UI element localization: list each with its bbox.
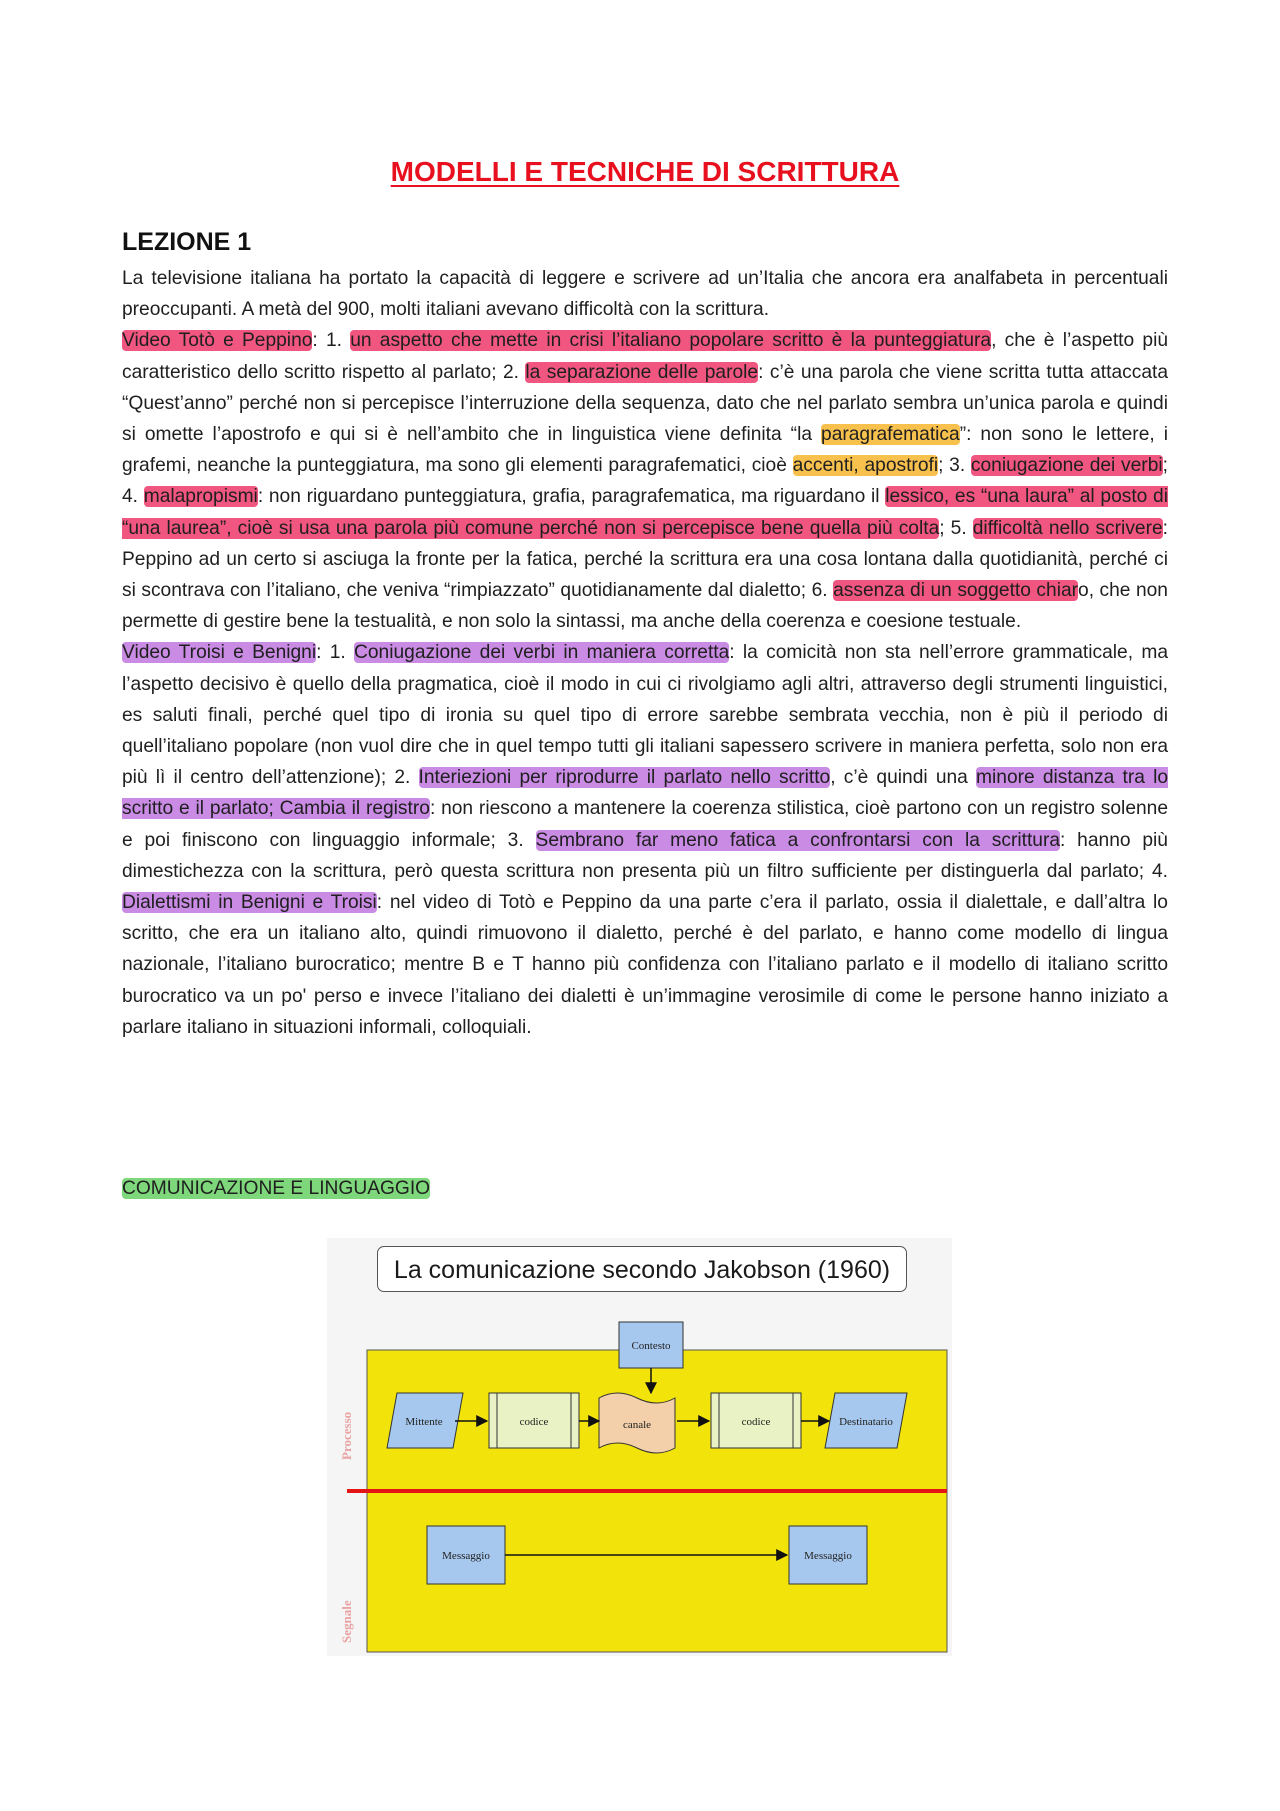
text-span: o, che non permette di gestire bene la testualità, e non solo la sintassi, ma anche della coerenza e coesione testuale.: [122, 580, 1168, 633]
text-span: : 1.: [316, 642, 355, 664]
highlight-comunicazione: COMUNICAZIONE E LINGUAGGIO: [122, 1178, 431, 1199]
jakobson-diagram: [327, 1238, 952, 1656]
diagram-svg: [327, 1238, 952, 1656]
text-span: ; 3.: [938, 455, 971, 477]
highlight-interiezioni: Interiezioni per riprodurre il parlato nello scritto: [418, 767, 831, 789]
destinatario-label: Destinatario: [839, 1416, 893, 1428]
text-span: : non riescono a mantenere la coerenza stilistica, cioè partono con un registro solenne e poi finiscono con linguaggio informale; 3.: [122, 798, 1169, 851]
highlight-video-toto: Video Totò e Peppino: [122, 330, 313, 352]
document-title: MODELLI E TECNICHE DI SCRITTURA: [390, 156, 900, 187]
mittente-label: Mittente: [405, 1416, 443, 1428]
highlight-coniugazione-corretta: Coniugazione dei verbi in maniera corretta: [354, 642, 730, 664]
text-span: : c’è una parola che viene scritta tutta attaccata “Quest’anno” perché non si percepisce l’interruzione della sequenza, dato che nel parlato sembra un’unica parola e quindi si omette l’apostrofo e qui si è nell’ambito che in linguistica viene definita “la: [122, 361, 1168, 446]
side-label-segnale: Segnale: [339, 1600, 354, 1643]
highlight-difficolta: difficoltà nello scrivere: [972, 517, 1163, 539]
text-span: , che è l’aspetto più caratteristico dello scritto rispetto al parlato; 2.: [122, 330, 1169, 383]
highlight-video-troisi: Video Troisi e Benigni: [122, 642, 317, 664]
paragraph-intro: La televisione italiana ha portato la capacità di leggere e scrivere ad un’Italia che ancora era analfabeta in percentuali preoccupanti. A metà del 900, molti italiani avevano difficoltà con la scrittura.: [122, 268, 1168, 321]
highlight-soggetto: assenza di un soggetto chiar: [833, 580, 1079, 602]
highlight-paragrafematica: paragrafematica: [821, 424, 960, 446]
paragraph-troisi-benigni: [122, 637, 1168, 1043]
codice-right-label: codice: [741, 1416, 771, 1428]
lesson-heading: LEZIONE 1: [122, 228, 252, 256]
side-label-processo: Processo: [339, 1411, 354, 1460]
highlight-coniugazione: coniugazione dei verbi: [970, 455, 1163, 477]
document-body: [122, 263, 1168, 1043]
messaggio-left-label: Messaggio: [442, 1550, 490, 1562]
paragraph-toto-peppino: [122, 325, 1168, 637]
messaggio-right-label: Messaggio: [804, 1550, 852, 1562]
text-span: : non riguardano punteggiatura, grafia, paragrafematica, ma riguardano il: [257, 486, 886, 508]
highlight-accenti: accenti, apostrofi: [792, 455, 939, 477]
text-span: ; 4.: [122, 455, 1168, 508]
codice-left-label: codice: [519, 1416, 549, 1428]
text-span: ”: non sono le lettere, i grafemi, neanche la punteggiatura, ma sono gli elementi paragrafematici, cioè: [122, 424, 1168, 477]
text-span: , c’è quindi una: [830, 767, 977, 789]
highlight-lessico: lessico, es “una laura” al posto di “una laurea”, cioè si usa una parola più comune perché non si percepisce bene quella più colta: [122, 486, 1168, 539]
text-span: : nel video di Totò e Peppino da una parte c’era il parlato, ossia il dialettale, e dall’altra lo scritto, che era un italiano alto, quindi rimuovono il dialetto, perché è del parlato, e hanno come modello di lingua nazionale, l’italiano burocratico; mentre B e T hanno più confidenza con l’italiano parlato e il modello di italiano scritto burocratico va un po' perso e invece l’italiano dei dialetti è un’immagine verosimile di come le persone hanno iniziato a parlare italiano in situazioni informali, colloquiali.: [122, 892, 1168, 1038]
text-span: : hanno più dimestichezza con la scrittura, però questa scrittura non presenta più un filtro sufficiente per distinguerla dal parlato; 4.: [122, 829, 1168, 882]
text-span: : Peppino ad un certo si asciuga la fronte per la fatica, perché la scrittura era una cosa lontana dalla quotidianità, perché ci si scontrava con l’italiano, che veniva “rimpiazzato” quotidianamente dal dialetto; 6.: [122, 517, 1168, 602]
highlight-punteggiatura: un aspetto che mette in crisi l’italiano popolare scritto è la punteggiatura: [350, 330, 992, 352]
text-span: : la comicità non sta nell’errore grammaticale, ma l’aspetto decisivo è quello della pragmatica, cioè il modo in cui ci rivolgiamo agli altri, attraverso degli strumenti linguistici, es saluti finali, perché quel tipo di ironia su quel tipo di errore sarebbe sembrata vecchia, non è più il periodo di quell’italiano popolare (non vuol dire che in quel tempo tutti gli italiani sapessero scrivere in maniera perfetta, solo non era più lì il centro dell’attenzione); 2.: [122, 642, 1168, 789]
highlight-separazione: la separazione delle parole: [525, 361, 759, 383]
highlight-distanza: minore distanza tra lo scritto e il parlato; Cambia il registro: [122, 767, 1169, 820]
highlight-malapropismi: malapropismi: [143, 486, 258, 508]
highlight-dialettismi: Dialettismi in Benigni e Troisi: [122, 892, 377, 914]
text-span: ; 5.: [939, 517, 973, 539]
text-span: : 1.: [312, 330, 351, 352]
highlight-fatica: Sembrano far meno fatica a confrontarsi con la scrittura: [535, 829, 1061, 851]
canale-label: canale: [622, 1419, 652, 1431]
contesto-label: Contesto: [631, 1340, 671, 1352]
diagram-title: La comunicazione secondo Jakobson (1960): [377, 1246, 907, 1292]
section-heading: [122, 1178, 430, 1200]
